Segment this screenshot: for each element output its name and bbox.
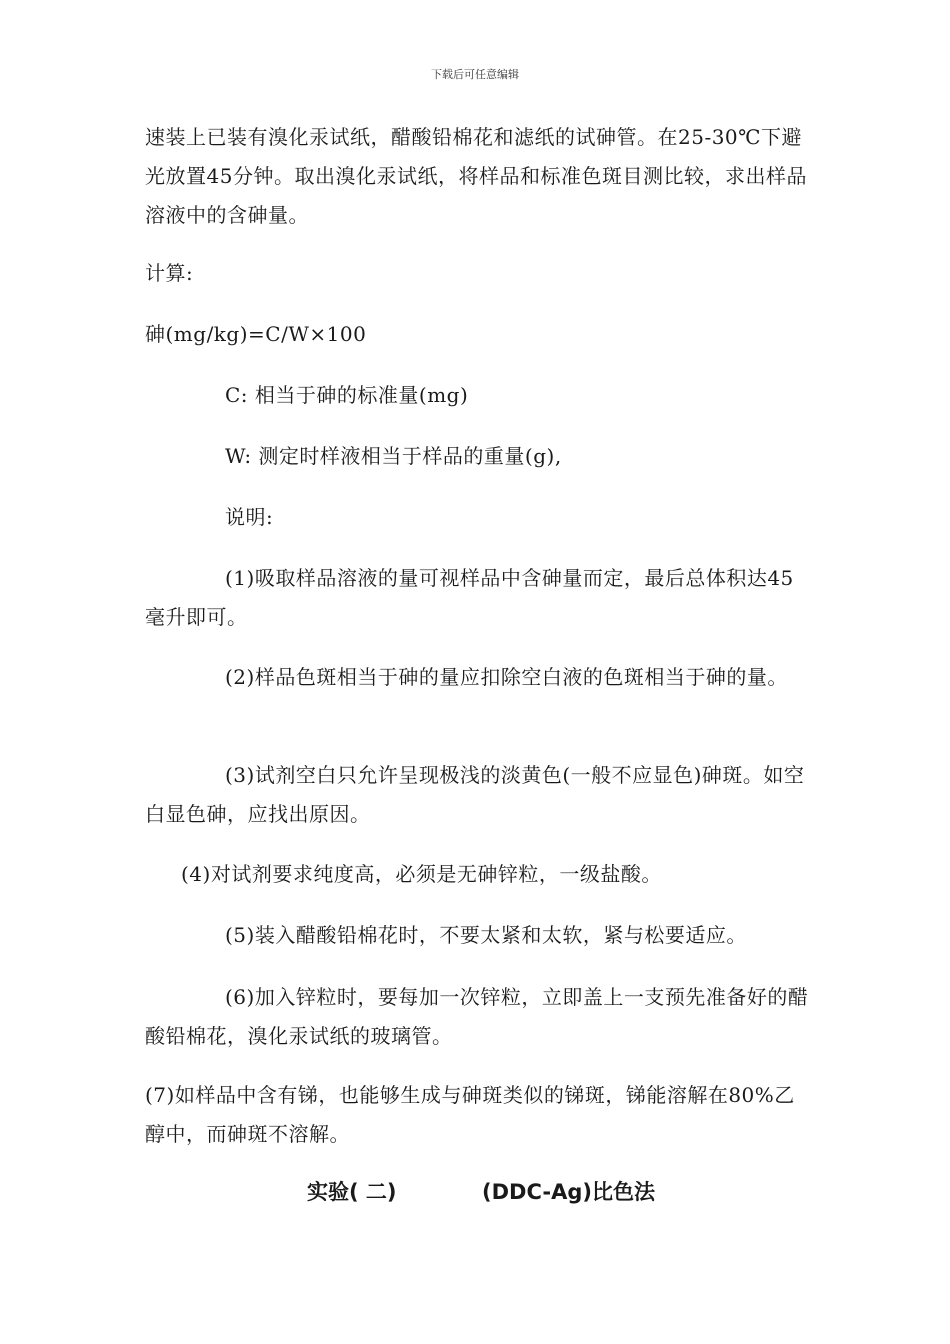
notes-label: 说明: <box>225 505 274 529</box>
note-1: (1)吸取样品溶液的量可视样品中含砷量而定，最后总体积达45毫升即可。 <box>145 566 794 629</box>
paragraph-calculation-label: 计算: <box>145 261 194 285</box>
note-5: (5)装入醋酸铅棉花时，不要太紧和太软，紧与松要适应。 <box>225 923 747 947</box>
section-heading-part1: 实验( 二) <box>307 1180 397 1204</box>
note-7: (7)如样品中含有锑，也能够生成与砷斑类似的锑斑，锑能溶解在80%乙醇中，而砷斑不溶解。 <box>145 1083 795 1146</box>
formula: 砷(mg/kg)=C/W×100 <box>145 322 367 346</box>
definition-w: W: 测定时样液相当于样品的重量(g), <box>225 444 562 468</box>
note-3: (3)试剂空白只允许呈现极浅的淡黄色(一般不应显色)砷斑。如空白显色砷，应找出原因。 <box>145 763 805 826</box>
note-6: (6)加入锌粒时，要每加一次锌粒，立即盖上一支预先准备好的醋酸铅棉花，溴化汞试纸的玻璃管。 <box>145 985 809 1048</box>
definition-c: C: 相当于砷的标准量(mg) <box>225 383 469 407</box>
note-4: (4)对试剂要求纯度高，必须是无砷锌粒，一级盐酸。 <box>181 862 662 886</box>
section-heading-part2: (DDC-Ag)比色法 <box>482 1180 655 1204</box>
page-header: 下载后可任意编辑 <box>431 68 519 81</box>
paragraph-procedure: 速装上已装有溴化汞试纸，醋酸铅棉花和滤纸的试砷管。在25-30℃下避光放置45分钟。取出溴化汞试纸，将样品和标准色斑目测比较，求出样品溶液中的含砷量。 <box>145 125 807 227</box>
note-2: (2)样品色斑相当于砷的量应扣除空白液的色斑相当于砷的量。 <box>225 665 788 689</box>
